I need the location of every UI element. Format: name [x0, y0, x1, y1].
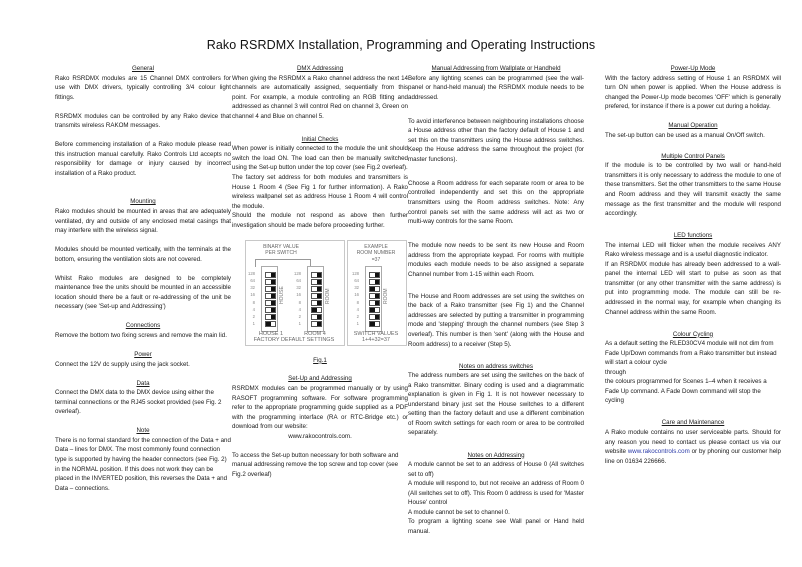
heading-multiple-panels: Multiple Control Panels: [661, 152, 725, 160]
figure-1-switch-diagram: [237, 240, 417, 346]
example-room-vertical-label: ROOM: [383, 288, 389, 304]
led-p2: If an RSRDMX module has already been addressed to a wall-panel the internal LED will start to pulse as soon as that transmitter (or any other transmitter with the same address) is put into programming mode. The module can still be re-addressed in the normal way, for example when changing its Channel address within the same Room.: [605, 260, 781, 316]
manual-p3: Choose a Room address for each separate room or area to be controlled independently and set this on the appropriate transmitters using the Room address switches. Note: Any control panels set with the same address will act as two or multi-way controls for the same Room.: [408, 179, 584, 226]
heading-connections: Connections: [125, 322, 161, 330]
manual-p1: Before any lighting scenes can be programmed (see the wall-panel or hand-held manual) the RSRDMX module needs to be addressed.: [408, 74, 584, 101]
heading-initial-checks: Initial Checks: [301, 135, 339, 143]
mounting-p1: Rako modules should be mounted in areas that are adequately ventilated, dry and outside of any enclosed metal casings that may interfere with the wireless signal.: [55, 208, 231, 235]
switch-sum-label: 1+4+32=37: [362, 336, 390, 343]
heading-manual-operation: Manual Operation: [668, 122, 718, 130]
room-values: 128 64 32 16 8 4 2 1: [294, 270, 301, 327]
column-4: [605, 64, 781, 476]
heading-colour-cycling: Colour Cycling: [672, 330, 714, 338]
manual-operation-p1: The set-up button can be used as a manual On/Off switch.: [605, 131, 765, 139]
initial-checks-p2: The factory set address for both modules and transmitters is House 1 Room 4 (See Fig 1 for further information). A Rako wireless wallpanel set as address House 1 Room 4 will control the module.: [232, 173, 408, 210]
general-p2: RSRDMX modules can be controlled by any Rako device that transmits wireless RAKOM messages.: [55, 112, 231, 130]
initial-checks-p1: When power is initially connected to the module the unit should switch the load ON. The load can then be manually switched using the Set-up button under the top cover (see Fig.2 overleaf).: [232, 145, 408, 172]
figure-caption: Fig.1: [313, 356, 327, 364]
heading-data: Data: [136, 379, 150, 387]
power-p1: Connect the 12V dc supply using the jack socket.: [55, 360, 190, 368]
column-1: [55, 64, 231, 503]
heading-manual-addressing: Manual Addressing from Wallplate or Handheld: [431, 65, 561, 72]
manual-p4: The module now needs to be sent its new House and Room address from the appropriate keypad. For rooms with multiple modules each module needs to be also assigned a separate Channel number from 1-15 within each Room.: [408, 242, 584, 278]
example-values: 128 64 32 16 8 4 2 1: [352, 270, 359, 327]
heading-mounting: Mounting: [130, 198, 156, 206]
heading-power-up: Power-Up Mode: [670, 65, 716, 72]
factory-default-label: FACTORY DEFAULT SETTINGS: [253, 336, 335, 343]
colour-l3: the colours programmed for Scenes 1–4 when it receives a Fade Up command. A Fade Down command will stop the cycling: [605, 378, 767, 405]
house-switch-block: [261, 266, 278, 332]
heading-setup: Set-Up and Addressing: [288, 375, 352, 383]
heading-dmx-addressing: DMX Addressing: [296, 65, 344, 72]
notes-addressing-l3: A module cannot be set to channel 0.: [408, 508, 510, 516]
column-2: [232, 64, 408, 489]
connections-p1: Remove the bottom two fixing screws and remove the main lid.: [55, 331, 227, 339]
care-p1: A Rako module contains no user serviceable parts. Should for any reason you need to contact us please contact us via our website www.rakocontrols.com or by phoning our customer help line on 01634 226666.: [605, 429, 781, 465]
colour-l1: As a default setting the RLED30CV4 module will not dim from Fade Up/Down commands from a Rako transmitter but instead will start a colour cycle: [605, 340, 777, 367]
power-up-p1: With the factory address setting of House 1 an RSRDMX will turn ON when power is applied. When the House address is changed the Power-Up mode becomes 'OFF' which is generally prefered, for instance if there is a power cut during a holiday.: [605, 74, 781, 111]
heading-note: Note: [136, 427, 150, 435]
room-switch-block: [307, 266, 324, 332]
heading-led-functions: LED functions: [673, 232, 713, 240]
heading-general: General: [131, 65, 154, 72]
house-values: 128 64 32 16 8 4 2 1: [248, 270, 255, 327]
binary-value-label: BINARY VALUE PER SWITCH: [263, 243, 299, 257]
manual-p2: To avoid interference between neighbouring installations choose a House address other than the factory default of House 1 and set this on the transmitters using the House address switches. Keep the House address the same throughout the project (for master functions).: [408, 117, 584, 163]
column-3: [408, 64, 584, 536]
data-p1: Connect the DMX data to the DMX device using either the terminal connections or the RJ45 socket provided (see Fig. 2 overleaf).: [55, 389, 222, 416]
manual-p5: The House and Room addresses are set using the switches on the back of a Rako transmitter (see Fig 1) and the Channel addresses are selected by putting a transmitter in programming mode and 'stepping' through the channel numbers (see Step 3 overleaf). This number is then 'sent' (along with the House and Room address) to a receiver (Step 5).: [408, 292, 584, 348]
notes-addressing-l4: To program a lighting scene see Wall panel or Hand held manual.: [408, 518, 584, 535]
example-room-label: EXAMPLE ROOM NUMBER =37: [356, 243, 396, 263]
house-vertical-label: HOUSE: [279, 285, 285, 304]
house-1-label: HOUSE 1: [258, 330, 284, 337]
mounting-p3: Whilst Rako modules are designed to be completely maintenance free the units should be mounted in an accessible location should there be a fault or re-addressing of the unit be necessary (see 'Set-up and Addressing'): [55, 274, 231, 311]
setup-p2: To access the Set-up button necessary for both software and manual addressing remove the top screw and top cover (see Fig.2 overleaf): [232, 451, 399, 478]
heading-care: Care and Maintenance: [661, 419, 725, 427]
switch-values-label: SWITCH VALUES: [353, 330, 399, 337]
dmx-addressing-p1: When giving the RSRDMX a Rako channel address the next 14 channels are automatically assigned, sequentially from this point. For example, a module controlling an RGB fitting and addressed as channel 3 will control Red on channel 3, Green on channel 4 and Blue on channel 5.: [232, 74, 408, 120]
example-switch-block: [365, 266, 382, 332]
initial-checks-p3: Should the module not respond as above then further investigation should be made before proceeding further.: [232, 212, 408, 229]
notes-switches-p1: The address numbers are set using the switches on the back of a Rako transmitter. Binary coding is used and a diagrammatic explanation is given in Fig 1. It is not however necessary to understand binary just set the House switches to a different setting than the factory default and use a different combination of Room switch settings for each room or area to be controlled separately.: [408, 372, 584, 437]
multiple-panels-p1: If the module is to be controlled by two wall or hand-held transmitters it is only necessary to address the module to one of these transmitters. Set the other transmitters to the same House and Room address and they will transmit exactly the same message as the first transmitter and the module will respond accordingly.: [605, 162, 781, 218]
led-p1: The internal LED will flicker when the module receives ANY Rako wireless message and is a useful diagnostic indicator.: [605, 241, 781, 259]
general-p3: Before commencing installation of a Rako module please read this instruction manual carefully. Rako Controls Ltd accepts no responsibility for damage or injury caused by incorrect installation of a Rako product.: [55, 141, 231, 177]
note-p1: There is no formal standard for the connection of the Data + and Data – lines for DMX. The most commonly found connection type is supported by having the header connectors (see Fig. 2) in the NORMAL position. If this does not work they can be placed in the INVERTED position, this reverses the Data + and Data – connections.: [55, 436, 231, 492]
setup-website: www.rakocontrols.com.: [288, 432, 352, 440]
setup-p1: RSRDMX modules can be programmed manually or by using RASOFT programming software. For software programming refer to the appropriate programming guide supplied as a PDF with the programming interface (RA or RTC-Bridge etc.) or download from our website:: [232, 385, 408, 431]
general-p1: Rako RSRDMX modules are 15 Channel DMX controllers for use with DMX drivers, typically controlling 3/4 colour light fittings.: [55, 74, 231, 101]
room-4-label: ROOM 4: [304, 330, 326, 337]
heading-notes-addressing: Notes on Addressing: [467, 451, 525, 459]
heading-power: Power: [134, 351, 152, 359]
colour-l2: through: [605, 368, 626, 376]
notes-addressing-l2: A module will respond to, but not receive an address of Room 0 (All switches set to off). This Room 0 address is used for 'Master House' control: [408, 480, 584, 507]
room-vertical-label: ROOM: [325, 288, 331, 304]
heading-notes-switches: Notes on address switches: [459, 362, 533, 370]
document-title: Rako RSRDMX Installation, Programming and Operating Instructions: [206, 38, 596, 52]
website-link[interactable]: www.rakocontrols.com: [627, 448, 690, 456]
mounting-p2: Modules should be mounted vertically, with the terminals at the bottom, ensuring the ventilation slots are not covered.: [55, 246, 231, 263]
notes-addressing-l1: A module cannot be set to an address of House 0 (All switches set to off): [408, 461, 584, 478]
